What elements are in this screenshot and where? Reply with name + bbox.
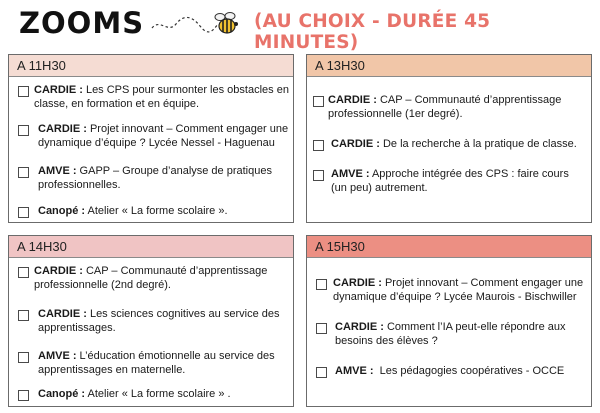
checkbox[interactable] [313, 170, 324, 181]
session-box-15h30 [306, 235, 592, 407]
item-tag: CARDIE : [333, 277, 382, 289]
item-text: CAP – Communauté d’apprentissage professionnelle (1er degré). [328, 94, 562, 120]
item-text: L’éducation émotionnelle au service des apprentissages en maternelle. [38, 350, 275, 376]
item-text: Projet innovant – Comment engager une dynamique d’équipe ? Lycée Nessel - Haguenau [38, 123, 289, 149]
checkbox[interactable] [313, 140, 324, 151]
item-text: Projet innovant – Comment engager une dynamique d’équipe ? Lycée Maurois - Bischwiller [333, 277, 584, 303]
checkbox[interactable] [18, 207, 29, 218]
item-text: CAP – Communauté d’apprentissage professionnelle (2nd degré). [34, 265, 268, 291]
checkbox[interactable] [316, 367, 327, 378]
page-title: ZOOMS [19, 6, 145, 40]
checkbox[interactable] [313, 96, 324, 107]
item-text: Comment l’IA peut-elle répondre aux besoins des élèves ? [335, 321, 566, 347]
item-tag: CARDIE : [34, 84, 83, 96]
item-text: Atelier « La forme scolaire » . [85, 388, 231, 400]
bee-icon [150, 8, 242, 38]
session-box-13h30 [306, 54, 592, 223]
item-tag: CARDIE : [38, 123, 87, 135]
checkbox[interactable] [18, 267, 29, 278]
session-time-label: A 14H30 [9, 236, 293, 258]
item-tag: AMVE : [331, 168, 370, 180]
item-tag: CARDIE : [34, 265, 83, 277]
item-tag: AMVE : [38, 350, 77, 362]
page-header [0, 0, 600, 53]
item-text: GAPP – Groupe d’analyse de pratiques professionnelles. [38, 165, 272, 191]
item-tag: CARDIE : [335, 321, 384, 333]
item-tag: CARDIE : [328, 94, 377, 106]
session-box-11h30 [8, 54, 294, 223]
item-text: De la recherche à la pratique de classe. [379, 138, 577, 150]
item-tag: AMVE : [335, 365, 374, 377]
item-text: Approche intégrée des CPS : faire cours (un peu) autrement. [331, 168, 569, 194]
checkbox[interactable] [316, 279, 327, 290]
session-time-label: A 15H30 [307, 236, 591, 258]
item-tag: CARDIE : [38, 308, 87, 320]
item-text: Les CPS pour surmonter les obstacles en classe, en formation et en équipe. [34, 84, 289, 110]
checkbox[interactable] [18, 86, 29, 97]
checkbox[interactable] [18, 125, 29, 136]
page-subtitle: (AU CHOIX - DURÉE 45 MINUTES) [254, 11, 491, 53]
item-text: Atelier « La forme scolaire ». [85, 205, 228, 217]
session-time-label: A 13H30 [307, 55, 591, 77]
item-tag: CARDIE : [331, 138, 380, 150]
checkbox[interactable] [316, 323, 327, 334]
checkbox[interactable] [18, 352, 29, 363]
checkbox[interactable] [18, 310, 29, 321]
item-text: Les pédagogies coopératives - OCCE [373, 365, 565, 377]
item-tag: Canopé : [38, 388, 86, 400]
checkbox[interactable] [18, 390, 29, 401]
item-tag: Canopé : [38, 205, 86, 217]
session-time-label: A 11H30 [9, 55, 293, 77]
item-text: Les sciences cognitives au service des apprentissages. [38, 308, 280, 334]
session-box-14h30 [8, 235, 294, 407]
item-tag: AMVE : [38, 165, 77, 177]
checkbox[interactable] [18, 167, 29, 178]
